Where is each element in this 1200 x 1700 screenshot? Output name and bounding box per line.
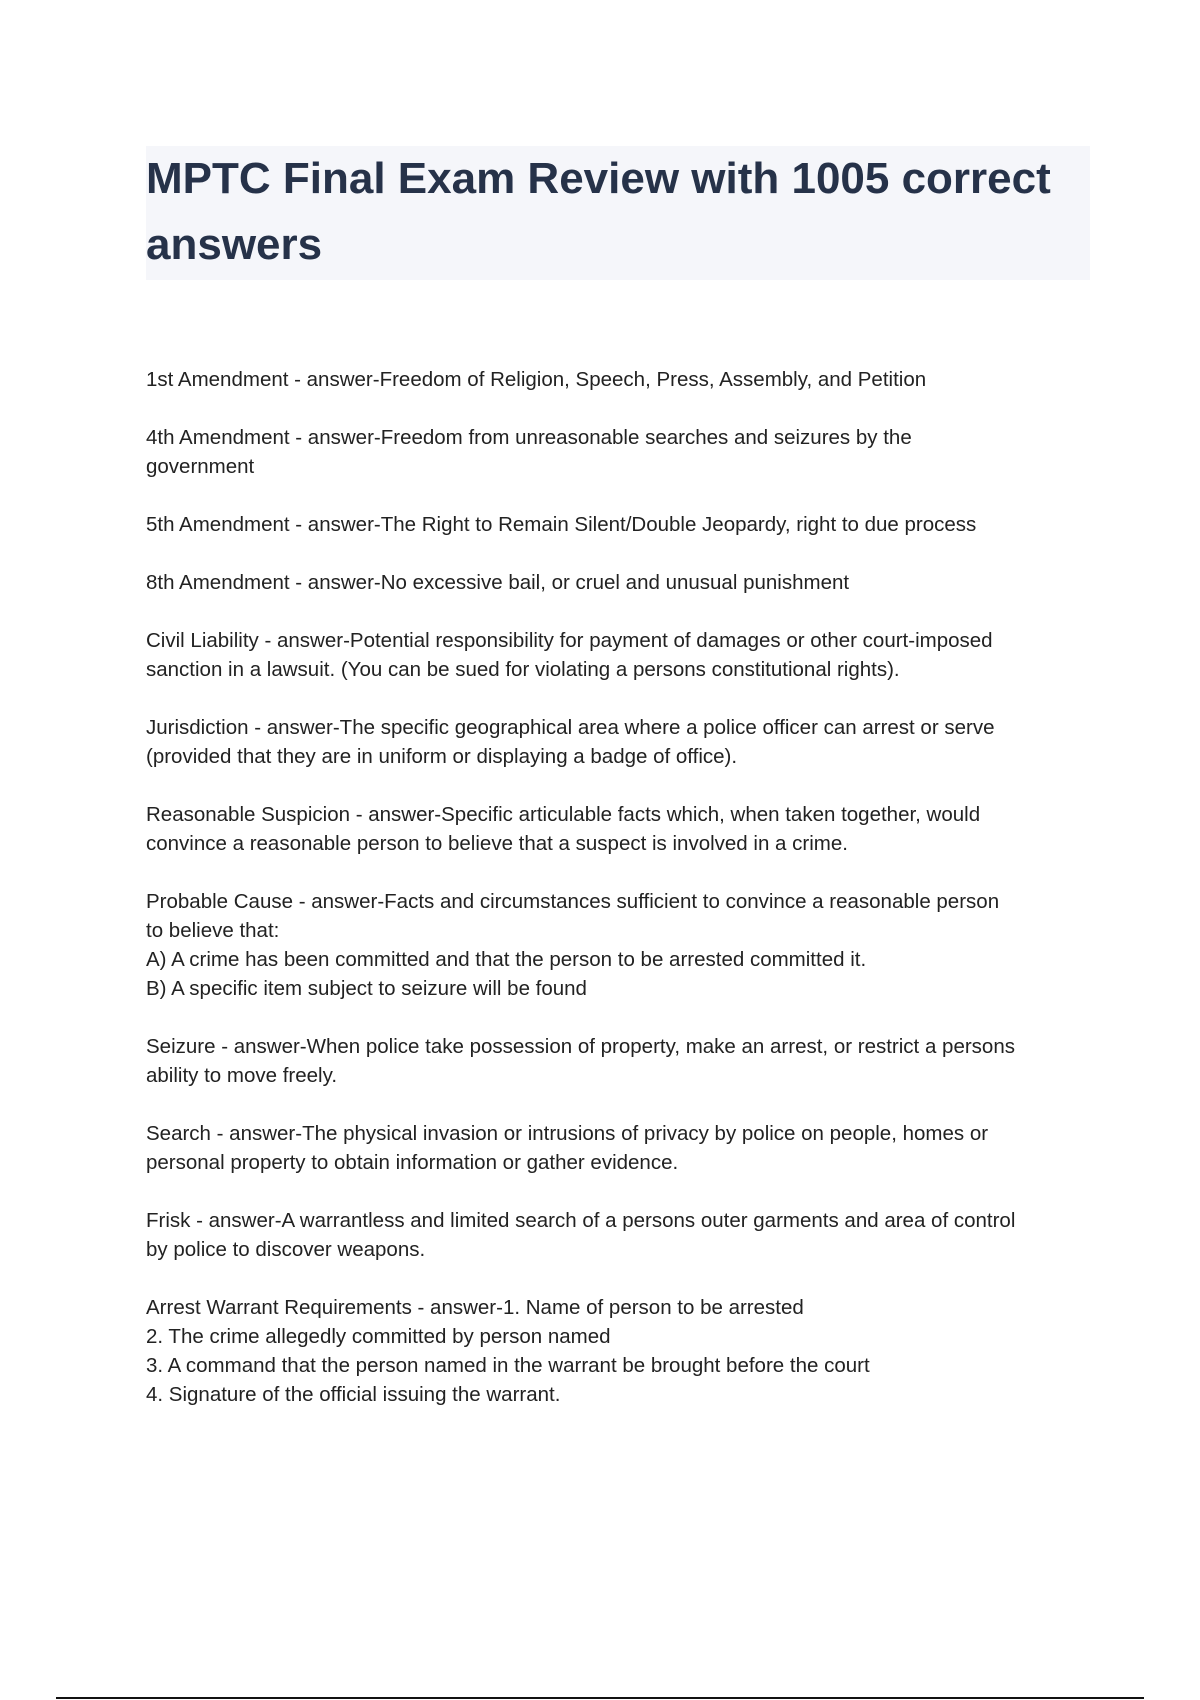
qa-line: Jurisdiction - answer-The specific geographical area where a police officer can arrest or serve: [146, 716, 995, 739]
qa-line: by police to discover weapons.: [146, 1238, 426, 1261]
qa-line: 4. Signature of the official issuing the warrant.: [146, 1383, 561, 1406]
qa-line: sanction in a lawsuit. (You can be sued for violating a persons constitutional rights).: [146, 658, 900, 681]
qa-line: Arrest Warrant Requirements - answer-1. Name of person to be arrested: [146, 1296, 804, 1319]
qa-item: [146, 713, 1090, 771]
qa-line: 2. The crime allegedly committed by person named: [146, 1325, 611, 1348]
qa-item: [146, 568, 1090, 597]
qa-line: 1st Amendment - answer-Freedom of Religion, Speech, Press, Assembly, and Petition: [146, 368, 927, 391]
qa-item: [146, 510, 1090, 539]
qa-line: Frisk - answer-A warrantless and limited search of a persons outer garments and area of control: [146, 1209, 1016, 1232]
qa-line: 3. A command that the person named in the warrant be brought before the court: [146, 1354, 870, 1377]
qa-line: personal property to obtain information or gather evidence.: [146, 1151, 679, 1174]
qa-line: 8th Amendment - answer-No excessive bail, or cruel and unusual punishment: [146, 571, 850, 594]
qa-line: 5th Amendment - answer-The Right to Remain Silent/Double Jeopardy, right to due process: [146, 513, 977, 536]
qa-item: [146, 1206, 1090, 1264]
page-title: MPTC Final Exam Review with 1005 correct answers: [146, 154, 1051, 269]
qa-line: Search - answer-The physical invasion or intrusions of privacy by police on people, homes or: [146, 1122, 989, 1145]
qa-line: B) A specific item subject to seizure will be found: [146, 977, 587, 1000]
qa-item: [146, 800, 1090, 858]
qa-line: to believe that:: [146, 919, 280, 942]
qa-item: [146, 1293, 1090, 1409]
qa-line: ability to move freely.: [146, 1064, 338, 1087]
qa-line: Reasonable Suspicion - answer-Specific articulable facts which, when taken together, would: [146, 803, 981, 826]
qa-line: Probable Cause - answer-Facts and circumstances sufficient to convince a reasonable person: [146, 890, 1000, 913]
qa-line: Seizure - answer-When police take possession of property, make an arrest, or restrict a persons: [146, 1035, 1015, 1058]
qa-item: [146, 1119, 1090, 1177]
qa-item: [146, 887, 1090, 1003]
qa-line: A) A crime has been committed and that the person to be arrested committed it.: [146, 948, 867, 971]
title-banner: [146, 146, 1090, 280]
qa-item: [146, 626, 1090, 684]
qa-item: [146, 423, 1090, 481]
qa-item: [146, 365, 1090, 394]
qa-list: [146, 365, 1090, 1438]
qa-line: convince a reasonable person to believe that a suspect is involved in a crime.: [146, 832, 848, 855]
footer-divider: [56, 1697, 1144, 1699]
qa-item: [146, 1032, 1090, 1090]
qa-line: Civil Liability - answer-Potential responsibility for payment of damages or other court-imposed: [146, 629, 993, 652]
qa-line: 4th Amendment - answer-Freedom from unreasonable searches and seizures by the: [146, 426, 912, 449]
qa-line: (provided that they are in uniform or displaying a badge of office).: [146, 745, 738, 768]
qa-line: government: [146, 455, 255, 478]
